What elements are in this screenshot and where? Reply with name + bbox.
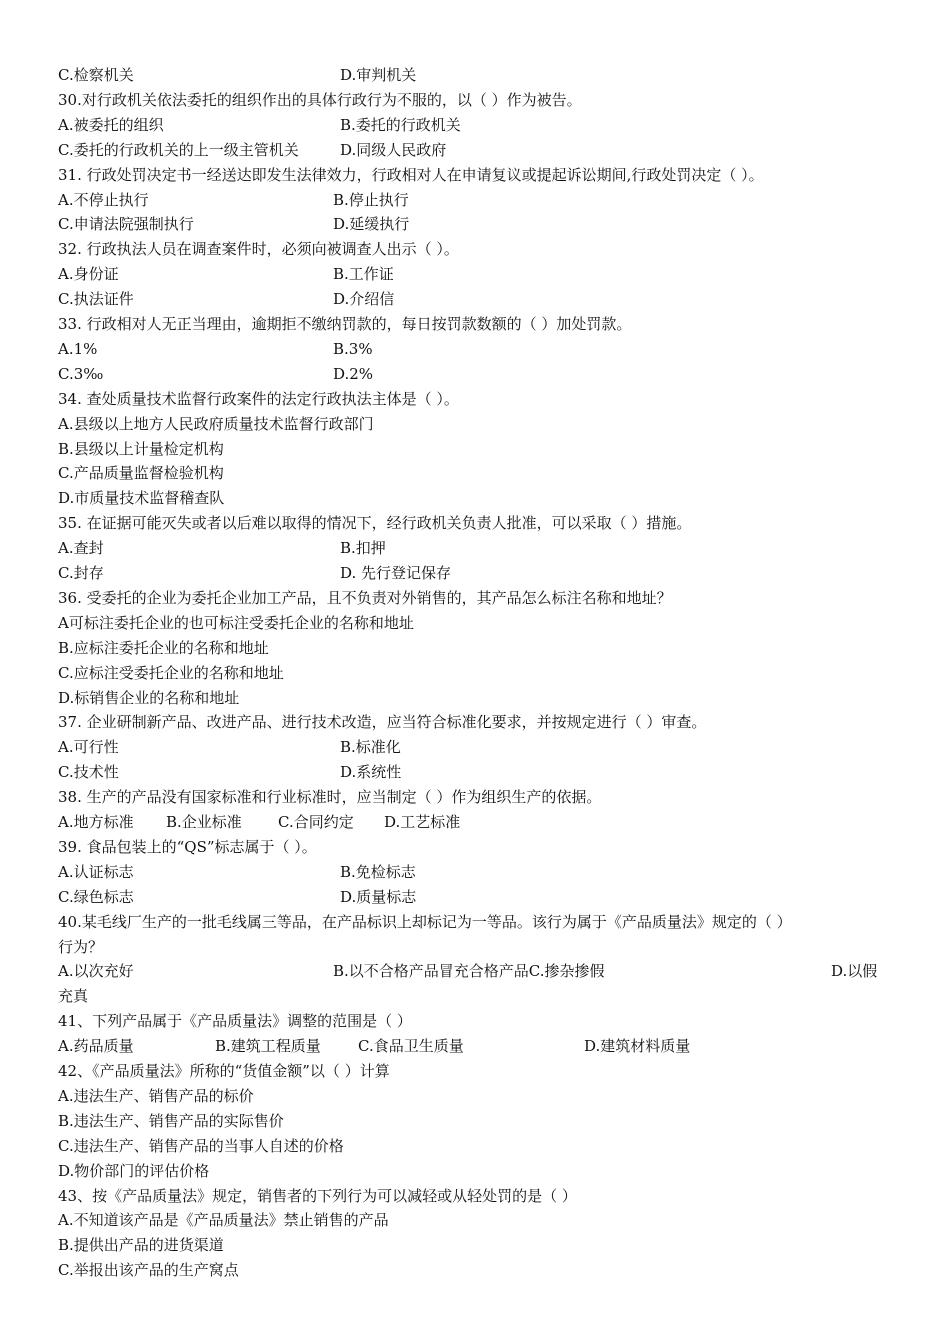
answer-option: C.委托的行政机关的上一级主管机关 <box>58 140 299 159</box>
answer-option: A.不停止执行 <box>58 190 149 209</box>
answer-option: B.标准化 <box>340 738 401 757</box>
answer-option: A.被委托的组织 <box>58 115 164 134</box>
text-line: A.县级以上地方人民政府质量技术监督行政部门 <box>58 414 374 433</box>
option-row <box>58 538 898 558</box>
answer-option: A.药品质量 <box>58 1037 134 1056</box>
text-line: B.提供出产品的进货渠道 <box>58 1236 224 1255</box>
text-line: 41、下列产品属于《产品质量法》调整的范围是（ ） <box>58 1012 412 1031</box>
option-row <box>58 264 898 284</box>
answer-option: D.系统性 <box>340 763 402 782</box>
answer-option: A.可行性 <box>58 738 119 757</box>
option-row <box>58 140 898 160</box>
answer-option: B.企业标准 <box>166 813 242 831</box>
text-line: 43、按《产品质量法》规定，销售者的下列行为可以减轻或从轻处罚的是（ ） <box>58 1186 577 1205</box>
text-line: B.应标注委托企业的名称和地址 <box>58 638 269 657</box>
answer-option: B.建筑工程质量 <box>215 1037 321 1056</box>
option-row <box>58 812 898 832</box>
answer-option: C.合同约定 <box>278 813 354 831</box>
answer-option: A.地方标准 <box>58 813 134 831</box>
option-row <box>58 737 898 757</box>
option-row <box>58 887 898 907</box>
answer-option: C.执法证件 <box>58 290 134 309</box>
text-line: 36. 受委托的企业为委托企业加工产品，且不负责对外销售的，其产品怎么标注名称和地址？ <box>58 588 672 607</box>
answer-option: A.1% <box>58 339 98 358</box>
option-row <box>58 1036 898 1056</box>
text-line: D.市质量技术监督稽查队 <box>58 489 225 508</box>
text-line: 32. 行政执法人员在调查案件时，必须向被调查人出示（ ）。 <box>58 240 459 259</box>
text-line: D.标销售企业的名称和地址 <box>58 688 240 707</box>
text-line: 31. 行政处罚决定书一经送达即发生法律效力，行政相对人在申请复议或提起诉讼期间,行政处罚决定（ ）。 <box>58 165 764 184</box>
answer-option: C.检察机关 <box>58 66 134 84</box>
answer-option: D.延缓执行 <box>333 215 410 234</box>
text-line: 38. 生产的产品没有国家标准和行业标准时，应当制定（ ）作为组织生产的依据。 <box>58 788 602 807</box>
answer-option: C.技术性 <box>58 763 119 782</box>
text-line: 34. 查处质量技术监督行政案件的法定行政执法主体是（ ）。 <box>58 389 459 408</box>
answer-option: D.同级人民政府 <box>340 140 447 159</box>
answer-option: B.委托的行政机关 <box>340 115 461 134</box>
text-line: C.举报出该产品的生产窝点 <box>58 1261 239 1280</box>
answer-option: B.工作证 <box>333 265 394 284</box>
text-line: 30.对行政机关依法委托的组织作出的具体行政行为不服的，以（ ）作为被告。 <box>58 90 582 109</box>
answer-option: C.申请法院强制执行 <box>58 215 194 234</box>
answer-option: D.建筑材料质量 <box>584 1037 691 1056</box>
answer-option: D.工艺标准 <box>384 813 461 831</box>
text-line: 行为？ <box>58 937 104 956</box>
option-row <box>58 961 898 981</box>
answer-option: D.以假 <box>831 962 878 981</box>
answer-option: D.2% <box>333 364 374 383</box>
answer-option: D. 先行登记保存 <box>340 564 452 582</box>
text-line: 充真 <box>58 987 89 1006</box>
text-line: D.物价部门的评估价格 <box>58 1161 210 1180</box>
text-line: A可标注委托企业的也可标注受委托企业的名称和地址 <box>58 613 414 632</box>
text-line: C.违法生产、销售产品的当事人自述的价格 <box>58 1136 344 1155</box>
text-line: A.违法生产、销售产品的标价 <box>58 1086 254 1105</box>
answer-option: B.停止执行 <box>333 190 409 209</box>
answer-option: A.认证标志 <box>58 862 134 881</box>
text-line: C.应标注受委托企业的名称和地址 <box>58 663 284 682</box>
answer-option: D.审判机关 <box>340 66 417 84</box>
text-line: 42、《产品质量法》所称的“货值金额”以（ ）计算 <box>58 1062 390 1080</box>
answer-option: A.以次充好 <box>58 962 134 981</box>
option-row <box>58 862 898 882</box>
option-row <box>58 190 898 210</box>
answer-option: B.免检标志 <box>340 862 416 881</box>
answer-option: B.3% <box>333 339 373 358</box>
answer-option: C.封存 <box>58 564 104 582</box>
answer-option: A.身份证 <box>58 265 119 284</box>
text-line: 40.某毛线厂生产的一批毛线属三等品，在产品标识上却标记为一等品。该行为属于《产品质量法》规定的（ ） <box>58 912 792 931</box>
answer-option: D.质量标志 <box>340 887 417 906</box>
option-row <box>58 563 898 583</box>
text-line: C.产品质量监督检验机构 <box>58 464 224 483</box>
answer-option: C.食品卫生质量 <box>358 1037 464 1056</box>
option-row <box>58 289 898 309</box>
option-row <box>58 65 898 85</box>
answer-option: D.介绍信 <box>333 290 395 309</box>
text-line: A.不知道该产品是《产品质量法》禁止销售的产品 <box>58 1211 389 1230</box>
text-line: B.县级以上计量检定机构 <box>58 439 224 458</box>
option-row <box>58 115 898 135</box>
option-row <box>58 762 898 782</box>
answer-option: B.扣押 <box>340 539 386 558</box>
answer-option: C.绿色标志 <box>58 887 134 906</box>
answer-option: A.查封 <box>58 539 104 558</box>
text-line: 37. 企业研制新产品、改进产品、进行技术改造，应当符合标准化要求，并按规定进行（ ）审查。 <box>58 713 707 732</box>
text-line: B.违法生产、销售产品的实际售价 <box>58 1111 284 1130</box>
option-row <box>58 364 898 384</box>
answer-option: B.以不合格产品冒充合格产品C.掺杂掺假 <box>333 962 605 981</box>
option-row <box>58 339 898 359</box>
text-line: 39. 食品包装上的“QS”标志属于（ ）。 <box>58 837 317 856</box>
text-line: 35. 在证据可能灭失或者以后难以取得的情况下，经行政机关负责人批准，可以采取（ ）措施。 <box>58 514 692 533</box>
answer-option: C.3‰ <box>58 364 104 383</box>
option-row <box>58 214 898 234</box>
text-line: 33. 行政相对人无正当理由，逾期拒不缴纳罚款的，每日按罚款数额的（ ）加处罚款。 <box>58 315 632 333</box>
